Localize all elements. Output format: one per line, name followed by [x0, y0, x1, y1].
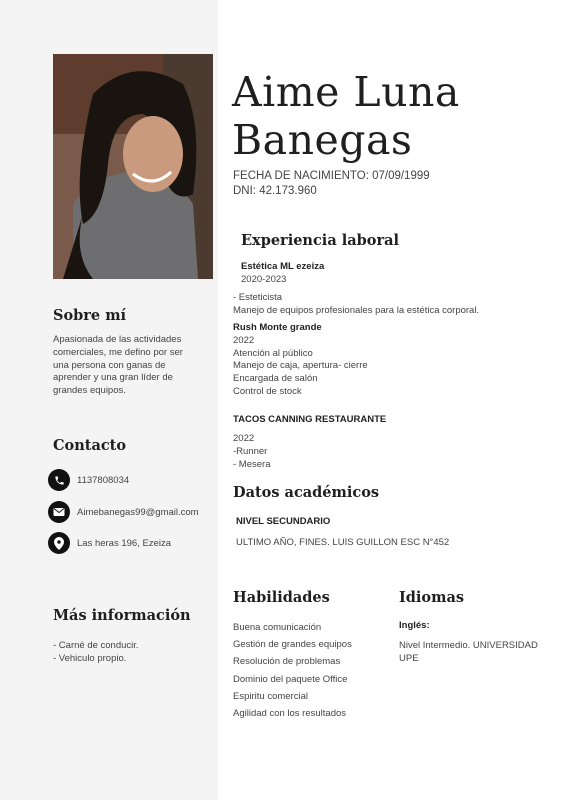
more-info-title: Más información: [53, 607, 191, 624]
skill-item: Dominio del paquete Office: [233, 673, 348, 685]
skill-item: Espiritu comercial: [233, 690, 308, 702]
about-line: grandes equipos.: [53, 385, 126, 397]
languages-title: Idiomas: [399, 589, 465, 606]
job-company: TACOS CANNING RESTAURANTE: [233, 414, 387, 425]
phone-number[interactable]: 1137808034: [77, 474, 130, 486]
job-dates: 2020-2023: [241, 273, 287, 285]
education-detail: ULTIMO AÑO, FINES. LUIS GUILLON ESC N°452: [236, 537, 450, 548]
more-info-list: [53, 640, 139, 666]
job-detail: Atención al público: [233, 347, 313, 359]
birth-date: FECHA DE NACIMIENTO: 07/09/1999: [233, 170, 430, 182]
job-rush: [233, 322, 368, 399]
mail-icon: [48, 501, 70, 523]
profile-photo: [53, 54, 213, 279]
last-name: Banegas: [232, 116, 413, 164]
job-detail: Manejo de caja, apertura- cierre: [233, 360, 368, 372]
job-dates: 2022: [233, 334, 255, 346]
about-text: [53, 334, 183, 398]
email-address[interactable]: Aimebanegas99@gmail.com: [77, 506, 199, 518]
job-tacos-details: [233, 433, 270, 471]
language-level-line: UPE: [399, 652, 419, 664]
location-icon: [48, 532, 70, 554]
contact-phone: [48, 469, 129, 491]
job-detail: Manejo de equipos profesionales para la estética corporal.: [233, 304, 480, 316]
contact-title: Contacto: [53, 437, 127, 454]
job-dates: 2022: [233, 433, 255, 444]
education-level: NIVEL SECUNDARIO: [236, 516, 331, 527]
address: Las heras 196, Ezeiza: [77, 537, 172, 549]
dni: DNI: 42.173.960: [233, 185, 317, 197]
first-name: Aime Luna: [232, 68, 460, 116]
about-line: aprender y una gran líder de: [53, 372, 173, 384]
about-title: Sobre mí: [53, 307, 127, 324]
job-detail: -Runner: [233, 445, 268, 457]
language-level: [399, 640, 538, 666]
language-level-line: Nivel Intermedio. UNIVERSIDAD: [399, 640, 538, 651]
skills-title: Habilidades: [233, 589, 330, 606]
skill-item: Buena comunicación: [233, 622, 322, 633]
contact-address: [48, 532, 171, 554]
job-detail: - Mesera: [233, 458, 271, 470]
full-name: [232, 68, 460, 164]
job-estetica-details: [233, 292, 479, 318]
experience-title: Experiencia laboral: [241, 232, 400, 249]
skills-list: [233, 619, 352, 722]
skill-item: Agilidad con los resultados: [233, 708, 347, 720]
contact-email: [48, 501, 199, 523]
job-company: Rush Monte grande: [233, 322, 322, 333]
more-info-item: - Carné de conducir.: [53, 640, 139, 651]
job-tacos-header: [233, 414, 386, 427]
job-detail: - Esteticista: [233, 292, 283, 303]
skill-item: Gestión de grandes equipos: [233, 639, 352, 651]
job-company: Estética ML ezeiza: [241, 261, 325, 272]
more-info-item: - Vehiculo propio.: [53, 652, 127, 664]
skill-item: Resolución de problemas: [233, 656, 341, 668]
job-estetica-header: [241, 261, 324, 287]
about-line: Apasionada de las actividades: [53, 334, 182, 345]
education-title: Datos académicos: [233, 484, 380, 501]
phone-icon: [48, 469, 70, 491]
job-detail: Encargada de salón: [233, 373, 318, 385]
about-line: comerciales, me defino por ser: [53, 346, 183, 358]
about-line: una persona con ganas de: [53, 359, 166, 371]
language-label: Inglés:: [399, 620, 430, 631]
personal-info: [233, 169, 430, 199]
job-detail: Control de stock: [233, 385, 302, 397]
